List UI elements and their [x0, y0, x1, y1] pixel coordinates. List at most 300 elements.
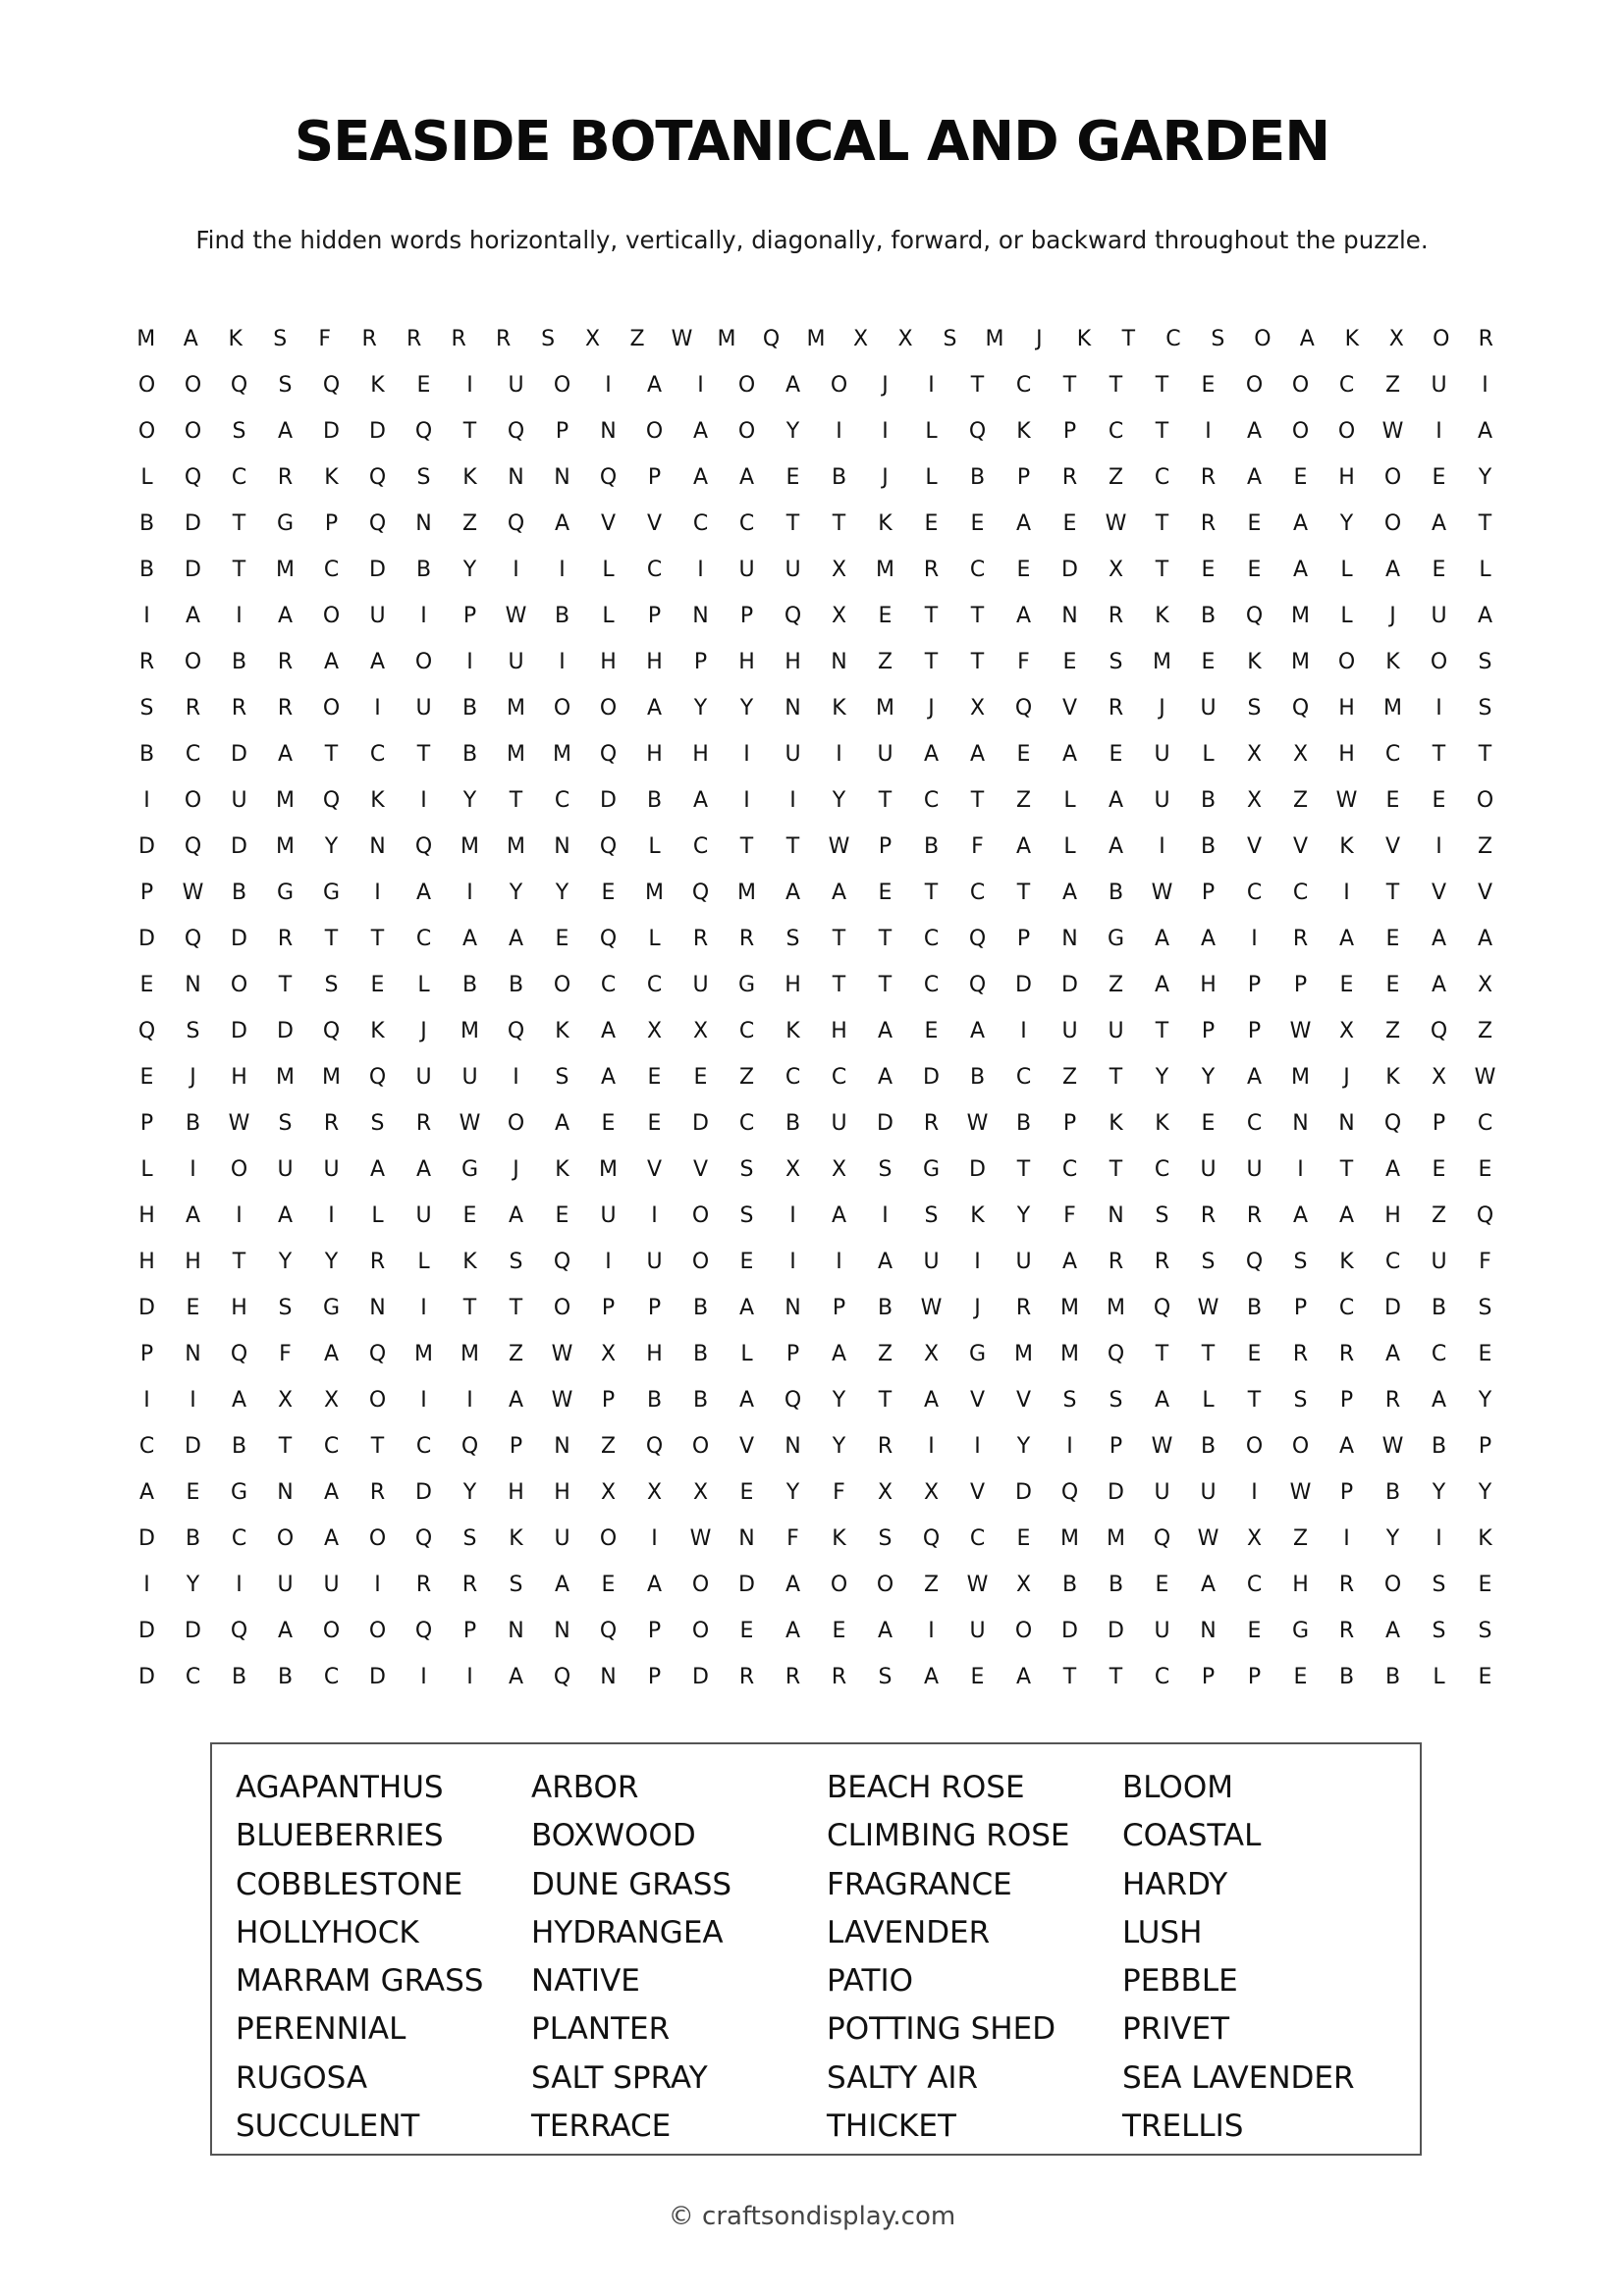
- grid-letter: V: [646, 511, 663, 536]
- grid-letter: X: [852, 327, 869, 351]
- grid-letter: H: [231, 1065, 247, 1090]
- grid-letter: O: [230, 1157, 248, 1182]
- grid-letter: D: [692, 1665, 709, 1689]
- grid-letter: A: [1108, 788, 1124, 813]
- grid-letter: U: [1061, 1019, 1078, 1043]
- grid-letter: L: [1202, 742, 1215, 767]
- grid-letter: I: [420, 1665, 427, 1689]
- grid-letter: O: [1291, 419, 1310, 444]
- grid-letter: M: [876, 558, 894, 582]
- grid-letter: V: [1477, 881, 1493, 905]
- grid-letter: X: [877, 1480, 893, 1505]
- grid-letter: E: [924, 511, 939, 536]
- grid-letter: D: [738, 1573, 755, 1597]
- grid-letter: E: [1432, 558, 1446, 582]
- grid-letter: A: [1015, 511, 1032, 536]
- grid-row: [124, 316, 1508, 362]
- grid-letter: R: [185, 696, 201, 721]
- grid-letter: T: [1109, 1157, 1123, 1182]
- grid-letter: Y: [1432, 1480, 1446, 1505]
- grid-letter: N: [600, 419, 617, 444]
- grid-letter: C: [415, 927, 432, 951]
- grid-letter: W: [1289, 1480, 1312, 1505]
- grid-letter: M: [460, 1342, 479, 1366]
- grid-letter: W: [1151, 881, 1173, 905]
- grid-letter: U: [369, 604, 386, 628]
- grid-row: [124, 1285, 1508, 1331]
- grid-letter: A: [1431, 1388, 1447, 1413]
- grid-letter: E: [1247, 558, 1262, 582]
- grid-letter: Q: [414, 834, 433, 859]
- grid-letter: M: [507, 696, 525, 721]
- grid-letter: H: [138, 1250, 155, 1274]
- grid-letter: I: [1066, 1434, 1073, 1459]
- grid-letter: V: [600, 511, 617, 536]
- grid-letter: X: [923, 1480, 940, 1505]
- grid-letter: Q: [322, 1019, 341, 1043]
- grid-letter: K: [1016, 419, 1031, 444]
- grid-letter: H: [646, 1342, 663, 1366]
- grid-letter: C: [969, 881, 986, 905]
- word-list-item: HYDRANGEA: [531, 1914, 724, 1950]
- grid-letter: C: [738, 511, 755, 536]
- grid-letter: E: [832, 1619, 846, 1643]
- grid-letter: N: [785, 1296, 801, 1320]
- grid-letter: O: [737, 373, 756, 398]
- grid-row: [124, 870, 1508, 916]
- grid-letter: A: [323, 1480, 340, 1505]
- grid-letter: E: [1062, 650, 1077, 674]
- grid-letter: C: [600, 973, 617, 997]
- grid-letter: C: [415, 1434, 432, 1459]
- grid-letter: C: [231, 1526, 247, 1551]
- grid-letter: H: [1200, 973, 1217, 997]
- grid-letter: I: [559, 558, 566, 582]
- grid-letter: E: [1293, 1665, 1308, 1689]
- grid-letter: H: [692, 742, 709, 767]
- grid-letter: I: [513, 558, 519, 582]
- grid-letter: L: [140, 465, 153, 490]
- grid-letter: T: [278, 973, 293, 997]
- grid-letter: R: [451, 327, 466, 351]
- grid-letter: U: [1246, 1157, 1263, 1182]
- grid-letter: T: [1339, 1157, 1354, 1182]
- grid-letter: I: [236, 604, 243, 628]
- grid-letter: K: [324, 465, 339, 490]
- grid-letter: D: [1384, 1296, 1401, 1320]
- grid-letter: S: [278, 373, 293, 398]
- grid-letter: G: [230, 1480, 248, 1505]
- grid-letter: P: [739, 604, 754, 628]
- grid-letter: I: [882, 419, 889, 444]
- grid-letter: U: [415, 696, 432, 721]
- grid-letter: O: [368, 1388, 387, 1413]
- grid-letter: C: [1246, 881, 1263, 905]
- grid-letter: E: [693, 1065, 708, 1090]
- grid-letter: Y: [693, 696, 708, 721]
- grid-letter: Y: [1155, 1065, 1169, 1090]
- grid-letter: O: [1430, 650, 1448, 674]
- grid-letter: O: [1383, 511, 1402, 536]
- grid-letter: W: [1197, 1296, 1219, 1320]
- grid-letter: T: [878, 1388, 893, 1413]
- grid-letter: S: [924, 1203, 939, 1228]
- grid-letter: R: [1338, 1342, 1355, 1366]
- grid-letter: E: [1201, 558, 1216, 582]
- grid-letter: N: [1061, 927, 1078, 951]
- grid-letter: E: [370, 973, 385, 997]
- word-list-item: DUNE GRASS: [531, 1866, 732, 1902]
- grid-letter: A: [277, 742, 294, 767]
- grid-letter: A: [646, 1573, 663, 1597]
- grid-letter: G: [737, 973, 756, 997]
- grid-letter: N: [1292, 1111, 1309, 1136]
- grid-letter: N: [554, 1434, 570, 1459]
- grid-letter: A: [692, 419, 709, 444]
- grid-letter: P: [1339, 1388, 1354, 1413]
- grid-letter: Z: [877, 650, 893, 674]
- grid-letter: B: [461, 973, 478, 997]
- grid-letter: R: [495, 327, 512, 351]
- grid-letter: Q: [507, 419, 525, 444]
- grid-letter: S: [739, 1157, 754, 1182]
- grid-letter: E: [1432, 1157, 1446, 1182]
- grid-letter: B: [508, 973, 524, 997]
- grid-letter: O: [1291, 1434, 1310, 1459]
- grid-letter: O: [1014, 1619, 1033, 1643]
- grid-letter: R: [738, 927, 755, 951]
- grid-letter: F: [1479, 1250, 1491, 1274]
- grid-letter: T: [739, 834, 754, 859]
- grid-letter: O: [507, 1111, 525, 1136]
- grid-letter: F: [971, 834, 984, 859]
- grid-letter: U: [508, 650, 524, 674]
- grid-letter: E: [1478, 1342, 1492, 1366]
- grid-letter: Z: [1477, 834, 1493, 859]
- grid-letter: T: [232, 558, 246, 582]
- grid-letter: M: [276, 1065, 295, 1090]
- grid-letter: X: [692, 1480, 709, 1505]
- grid-letter: Q: [322, 788, 341, 813]
- grid-letter: K: [370, 1019, 385, 1043]
- grid-letter: A: [323, 1342, 340, 1366]
- grid-letter: U: [646, 1250, 663, 1274]
- grid-letter: A: [923, 742, 940, 767]
- grid-letter: O: [737, 419, 756, 444]
- grid-row: [124, 1193, 1508, 1239]
- grid-letter: O: [830, 1573, 848, 1597]
- grid-letter: F: [279, 1342, 292, 1366]
- grid-letter: K: [832, 1526, 846, 1551]
- grid-letter: Y: [1016, 1203, 1031, 1228]
- grid-letter: I: [1159, 834, 1165, 859]
- word-list-item: SALT SPRAY: [531, 2059, 708, 2096]
- grid-letter: U: [554, 1526, 570, 1551]
- grid-letter: G: [276, 881, 295, 905]
- grid-letter: W: [1105, 511, 1127, 536]
- grid-letter: S: [1478, 1619, 1492, 1643]
- grid-letter: T: [324, 742, 339, 767]
- grid-letter: Y: [324, 834, 339, 859]
- grid-letter: A: [1299, 327, 1315, 351]
- grid-letter: E: [970, 1665, 985, 1689]
- grid-letter: S: [186, 1019, 200, 1043]
- grid-letter: A: [277, 1203, 294, 1228]
- grid-letter: L: [1202, 1388, 1215, 1413]
- grid-letter: Q: [230, 1342, 248, 1366]
- grid-letter: A: [738, 465, 755, 490]
- grid-letter: P: [647, 604, 662, 628]
- grid-letter: O: [1383, 1573, 1402, 1597]
- grid-letter: C: [646, 558, 663, 582]
- grid-letter: B: [138, 742, 155, 767]
- grid-letter: L: [1063, 788, 1076, 813]
- grid-letter: S: [1109, 650, 1123, 674]
- grid-letter: I: [1251, 1480, 1258, 1505]
- grid-row: [124, 1516, 1508, 1562]
- grid-letter: A: [831, 1342, 847, 1366]
- grid-letter: R: [738, 1665, 755, 1689]
- grid-letter: F: [318, 327, 331, 351]
- grid-letter: X: [785, 1157, 801, 1182]
- grid-letter: Z: [923, 1573, 940, 1597]
- grid-letter: A: [183, 327, 198, 351]
- grid-letter: U: [461, 1065, 478, 1090]
- grid-letter: M: [414, 1342, 433, 1366]
- grid-letter: T: [832, 511, 846, 536]
- grid-letter: R: [231, 696, 247, 721]
- grid-letter: T: [1432, 742, 1446, 767]
- grid-letter: J: [974, 1296, 981, 1320]
- grid-letter: P: [693, 650, 708, 674]
- grid-letter: P: [647, 1619, 662, 1643]
- grid-letter: D: [415, 1480, 432, 1505]
- grid-letter: T: [1016, 1157, 1031, 1182]
- grid-letter: U: [1431, 373, 1447, 398]
- grid-letter: E: [555, 1203, 569, 1228]
- grid-letter: K: [370, 373, 385, 398]
- word-list-item: LAVENDER: [827, 1914, 991, 1950]
- grid-letter: H: [785, 650, 801, 674]
- word-list-item: PATIO: [827, 1963, 913, 2000]
- word-list-item: COASTAL: [1122, 1818, 1262, 1854]
- grid-letter: I: [143, 1388, 150, 1413]
- grid-letter: U: [277, 1157, 294, 1182]
- word-list-item: FRAGRANCE: [827, 1866, 1012, 1902]
- grid-letter: D: [277, 1019, 294, 1043]
- grid-letter: P: [1478, 1434, 1492, 1459]
- grid-letter: Y: [1201, 1065, 1216, 1090]
- grid-letter: W: [689, 1526, 712, 1551]
- grid-letter: V: [969, 1480, 986, 1505]
- grid-letter: I: [928, 1434, 935, 1459]
- grid-letter: H: [554, 1480, 570, 1505]
- grid-letter: N: [1200, 1619, 1217, 1643]
- grid-letter: P: [647, 465, 662, 490]
- grid-letter: R: [1108, 1250, 1124, 1274]
- grid-letter: A: [277, 1619, 294, 1643]
- grid-letter: U: [508, 373, 524, 398]
- grid-letter: T: [509, 788, 523, 813]
- word-list-item: SEA LAVENDER: [1122, 2059, 1355, 2096]
- grid-letter: X: [1388, 327, 1404, 351]
- grid-row: [124, 1469, 1508, 1516]
- grid-letter: I: [466, 373, 473, 398]
- grid-letter: A: [1431, 511, 1447, 536]
- grid-row: [124, 1008, 1508, 1054]
- grid-letter: Q: [184, 834, 202, 859]
- grid-letter: U: [1015, 1250, 1032, 1274]
- grid-letter: L: [1340, 604, 1353, 628]
- grid-letter: N: [554, 465, 570, 490]
- grid-letter: P: [139, 1342, 154, 1366]
- grid-letter: T: [462, 419, 477, 444]
- grid-letter: C: [738, 1019, 755, 1043]
- grid-letter: X: [646, 1019, 663, 1043]
- grid-letter: M: [460, 834, 479, 859]
- grid-letter: P: [555, 419, 569, 444]
- grid-letter: M: [1014, 1342, 1033, 1366]
- grid-letter: I: [420, 1296, 427, 1320]
- grid-letter: T: [1385, 881, 1400, 905]
- grid-letter: G: [1107, 927, 1125, 951]
- grid-letter: E: [139, 973, 154, 997]
- grid-row: [124, 1423, 1508, 1469]
- grid-letter: C: [738, 1111, 755, 1136]
- grid-letter: A: [508, 1203, 524, 1228]
- grid-letter: U: [785, 742, 801, 767]
- grid-letter: Q: [599, 742, 618, 767]
- grid-letter: X: [831, 604, 847, 628]
- grid-letter: C: [1431, 1342, 1447, 1366]
- grid-row: [124, 593, 1508, 639]
- grid-letter: T: [1478, 742, 1492, 767]
- grid-letter: W: [1335, 788, 1358, 813]
- grid-letter: A: [554, 511, 570, 536]
- grid-letter: P: [462, 604, 477, 628]
- grid-letter: T: [970, 373, 985, 398]
- grid-letter: P: [832, 1296, 846, 1320]
- grid-letter: L: [602, 604, 615, 628]
- grid-letter: I: [836, 419, 842, 444]
- grid-letter: A: [1061, 881, 1078, 905]
- grid-letter: A: [1477, 927, 1493, 951]
- grid-letter: I: [143, 604, 150, 628]
- grid-letter: A: [1338, 1434, 1355, 1459]
- grid-letter: T: [1155, 511, 1169, 536]
- grid-letter: C: [785, 1065, 801, 1090]
- grid-letter: M: [1383, 696, 1402, 721]
- grid-letter: A: [738, 1296, 755, 1320]
- grid-letter: I: [466, 1665, 473, 1689]
- grid-letter: A: [369, 1157, 386, 1182]
- grid-letter: E: [647, 1111, 662, 1136]
- grid-letter: O: [368, 1526, 387, 1551]
- grid-letter: Q: [414, 1619, 433, 1643]
- grid-letter: T: [1201, 1342, 1216, 1366]
- grid-letter: B: [969, 1065, 986, 1090]
- grid-letter: O: [322, 1619, 341, 1643]
- grid-letter: W: [671, 327, 693, 351]
- grid-letter: L: [740, 1342, 753, 1366]
- grid-letter: Q: [368, 511, 387, 536]
- grid-letter: R: [138, 650, 155, 674]
- grid-letter: B: [231, 881, 247, 905]
- grid-letter: Q: [460, 1434, 479, 1459]
- grid-letter: O: [553, 373, 571, 398]
- grid-letter: M: [460, 1019, 479, 1043]
- grid-letter: E: [462, 1203, 477, 1228]
- grid-letter: B: [785, 1111, 801, 1136]
- grid-letter: P: [1201, 1019, 1216, 1043]
- grid-letter: R: [1292, 1342, 1309, 1366]
- grid-letter: N: [785, 696, 801, 721]
- grid-letter: A: [1154, 1388, 1170, 1413]
- grid-letter: Y: [1339, 511, 1354, 536]
- grid-letter: N: [554, 834, 570, 859]
- grid-row: [124, 1100, 1508, 1147]
- grid-letter: A: [1384, 1619, 1401, 1643]
- grid-letter: A: [923, 1665, 940, 1689]
- grid-letter: E: [1016, 742, 1031, 767]
- grid-letter: O: [137, 373, 156, 398]
- grid-letter: U: [1200, 1157, 1217, 1182]
- grid-letter: U: [231, 788, 247, 813]
- grid-letter: L: [648, 834, 661, 859]
- grid-letter: N: [1338, 1111, 1355, 1136]
- grid-letter: M: [136, 327, 156, 351]
- grid-letter: I: [374, 696, 381, 721]
- grid-letter: R: [923, 558, 940, 582]
- grid-letter: I: [789, 788, 796, 813]
- grid-letter: M: [1291, 604, 1310, 628]
- grid-letter: D: [231, 1019, 247, 1043]
- grid-letter: C: [138, 1434, 155, 1459]
- grid-letter: T: [1155, 558, 1169, 582]
- footer-credit: © craftsondisplay.com: [668, 2202, 956, 2231]
- grid-letter: O: [322, 604, 341, 628]
- grid-letter: T: [324, 927, 339, 951]
- grid-letter: T: [878, 927, 893, 951]
- grid-letter: E: [1155, 1573, 1169, 1597]
- grid-letter: D: [1061, 973, 1078, 997]
- grid-letter: I: [374, 1573, 381, 1597]
- grid-letter: A: [508, 1388, 524, 1413]
- grid-letter: P: [139, 881, 154, 905]
- grid-letter: K: [1339, 1250, 1354, 1274]
- grid-letter: R: [461, 1573, 478, 1597]
- grid-letter: E: [924, 1019, 939, 1043]
- grid-letter: Q: [599, 927, 618, 951]
- grid-letter: O: [599, 696, 618, 721]
- grid-letter: Q: [968, 973, 987, 997]
- grid-letter: P: [601, 1296, 616, 1320]
- grid-letter: N: [692, 604, 709, 628]
- grid-letter: N: [369, 1296, 386, 1320]
- grid-letter: Q: [1060, 1480, 1079, 1505]
- grid-letter: Q: [922, 1526, 941, 1551]
- grid-letter: E: [1109, 742, 1123, 767]
- grid-row: [124, 1147, 1508, 1193]
- grid-letter: D: [138, 1296, 155, 1320]
- grid-letter: I: [743, 788, 750, 813]
- grid-letter: E: [1247, 511, 1262, 536]
- grid-letter: M: [1060, 1526, 1079, 1551]
- grid-letter: R: [877, 1434, 893, 1459]
- grid-letter: O: [645, 419, 664, 444]
- grid-letter: N: [1108, 1203, 1124, 1228]
- grid-letter: M: [717, 327, 736, 351]
